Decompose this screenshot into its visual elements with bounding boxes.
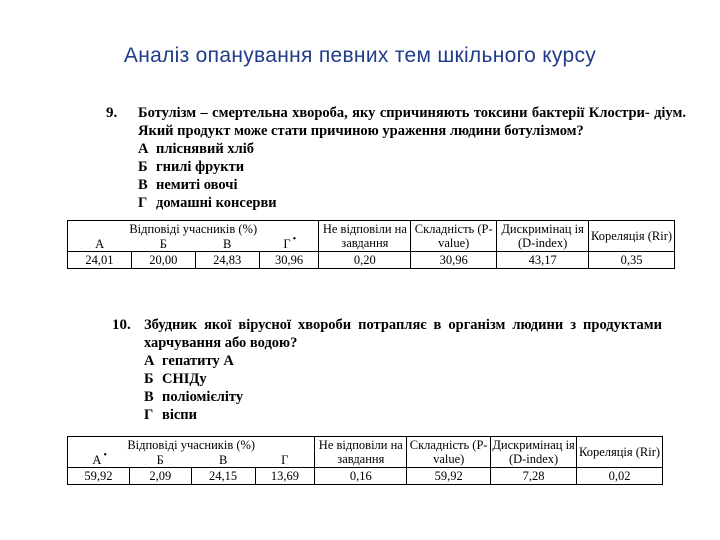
option-v xyxy=(138,176,686,194)
option-b xyxy=(144,370,662,388)
header-difficulty: Складність (P-value) xyxy=(407,437,491,468)
value-discrimination: 7,28 xyxy=(491,468,577,485)
option-v xyxy=(144,388,662,406)
value-difficulty: 30,96 xyxy=(411,252,497,269)
header-correlation: Кореляція (Rir) xyxy=(577,437,663,468)
answer-letter: Г xyxy=(283,237,291,251)
question-10 xyxy=(112,316,662,424)
correct-answer-marker: • xyxy=(292,234,297,245)
answer-letter-v: В xyxy=(195,237,259,252)
option-a xyxy=(144,352,662,370)
option-letter: А xyxy=(144,353,155,369)
option-text: немиті овочі xyxy=(156,177,238,193)
question-number: 9. xyxy=(106,105,118,121)
value-v: 24,83 xyxy=(195,252,259,269)
header-correlation: Кореляція (Rir) xyxy=(589,221,675,252)
option-text: гнилі фрукти xyxy=(156,159,245,175)
value-no-answer: 0,16 xyxy=(315,468,407,485)
results-table-9 xyxy=(67,220,675,269)
value-b: 20,00 xyxy=(131,252,195,269)
question-stem: Збудник якої вірусної хвороби потрапляє в організм людини з продуктами харчування або водою? xyxy=(144,317,662,351)
value-correlation: 0,35 xyxy=(589,252,675,269)
answer-letter-g: Г xyxy=(255,453,315,468)
answer-letter-v: В xyxy=(191,453,255,468)
answer-letter: А xyxy=(92,453,102,467)
header-discrimination: Дискримінац ія (D-index) xyxy=(492,438,575,466)
answer-letter-b: Б xyxy=(131,237,195,252)
answer-letter-g xyxy=(259,234,319,252)
header-discrimination: Дискримінац ія (D-index) xyxy=(497,221,589,252)
question-number: 10. xyxy=(112,317,131,333)
value-v: 24,15 xyxy=(191,468,255,485)
question-9 xyxy=(106,104,686,212)
question-stem: Ботулізм – смертельна хвороба, яку спричиняють токсини бактерії Клостри- діум. Який продукт може стати причиною ураження людини ботулізмом? xyxy=(138,105,686,139)
value-no-answer: 0,20 xyxy=(319,252,411,269)
option-letter: Б xyxy=(138,159,148,175)
option-text: домашні консерви xyxy=(156,195,277,211)
slide-title: Аналіз опанування певних тем шкільного курсу xyxy=(123,44,597,67)
value-g: 30,96 xyxy=(259,252,319,269)
option-g xyxy=(138,194,686,212)
header-difficulty: Складність (P-value) xyxy=(411,221,497,252)
option-b xyxy=(138,158,686,176)
answer-letter-b: Б xyxy=(129,453,191,468)
option-letter: В xyxy=(138,177,148,193)
value-b: 2,09 xyxy=(129,468,191,485)
group-header: Відповіді учасників (%) xyxy=(68,437,315,454)
value-difficulty: 59,92 xyxy=(407,468,491,485)
results-table-10 xyxy=(67,436,663,485)
value-a: 59,92 xyxy=(68,468,130,485)
group-header: Відповіді учасників (%) xyxy=(68,221,319,238)
option-letter: Г xyxy=(138,195,148,211)
option-letter: В xyxy=(144,389,154,405)
option-text: віспи xyxy=(162,407,198,423)
answer-letter-a: А xyxy=(68,237,132,252)
header-no-answer: Не відповіли на завдання xyxy=(319,221,411,252)
header-no-answer: Не відповіли на завдання xyxy=(315,437,407,468)
value-g: 13,69 xyxy=(255,468,315,485)
option-letter: Б xyxy=(144,371,154,387)
option-text: поліомієліту xyxy=(162,389,244,405)
answer-letter-a xyxy=(68,450,130,468)
value-correlation: 0,02 xyxy=(577,468,663,485)
value-discrimination: 43,17 xyxy=(497,252,589,269)
option-text: гепатиту А xyxy=(162,353,234,369)
option-letter: А xyxy=(138,141,149,157)
option-a xyxy=(138,140,686,158)
value-a: 24,01 xyxy=(68,252,132,269)
correct-answer-marker: • xyxy=(103,450,107,461)
option-g xyxy=(144,406,662,424)
option-letter: Г xyxy=(144,407,154,423)
option-text: СНІДу xyxy=(162,371,207,387)
option-text: пліснявий хліб xyxy=(156,141,254,157)
